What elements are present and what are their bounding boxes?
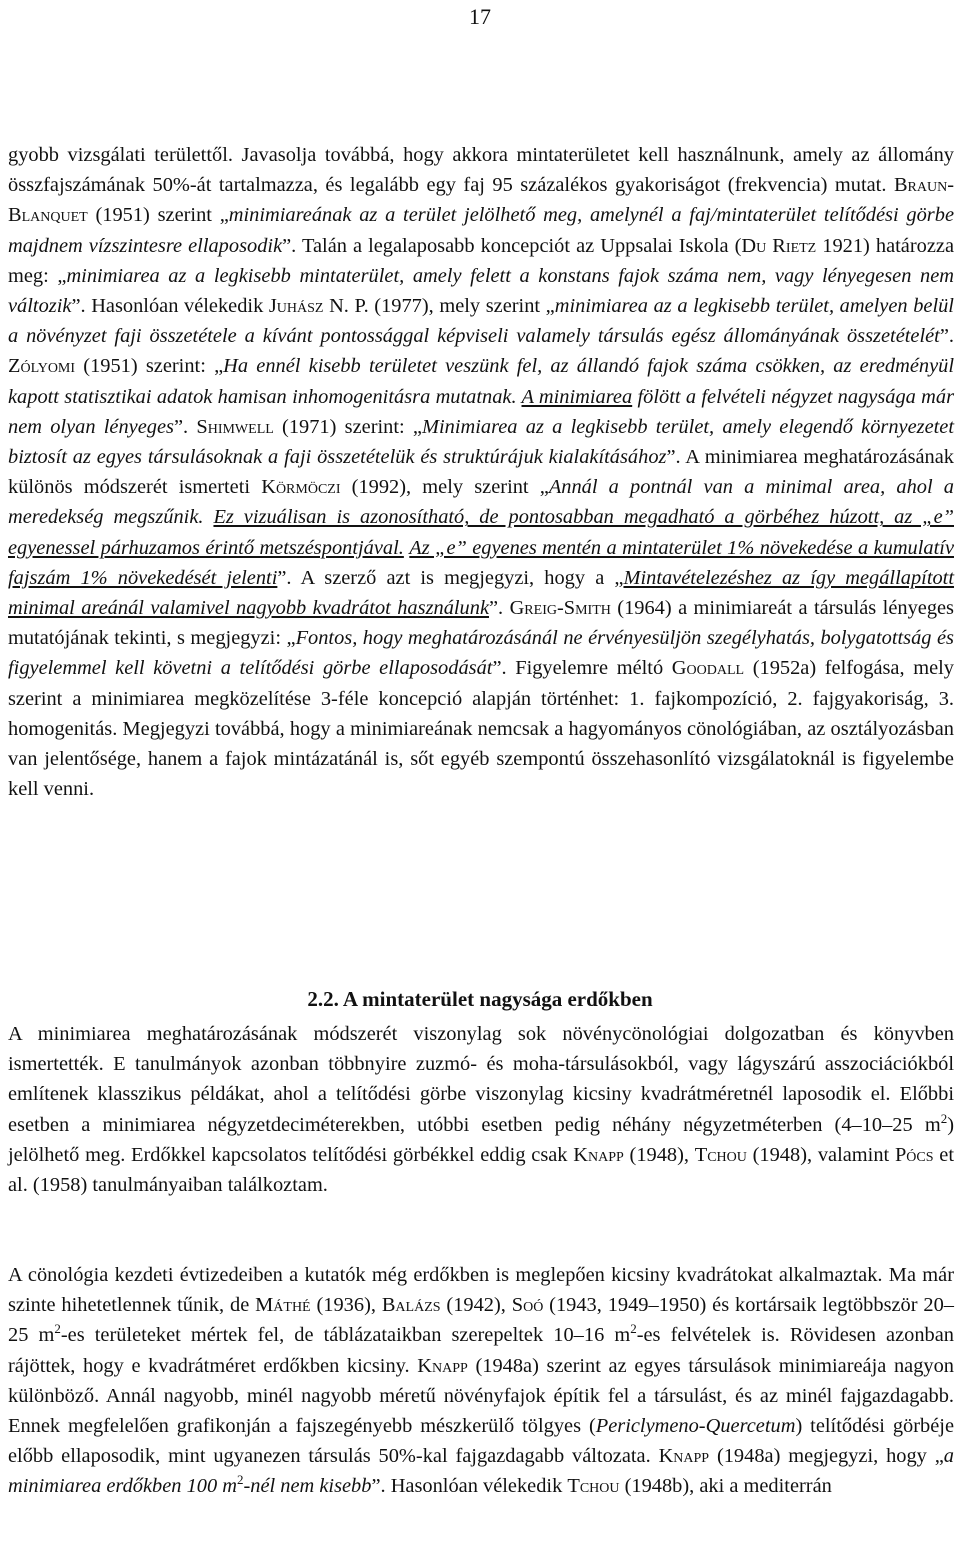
text-run: minimiarea az a legkisebb mintaterület, amely felett a konstans fajok száma nem, vagy lényegesen nem változik [8, 264, 955, 318]
author-name: Goodall [671, 657, 745, 680]
text-run: (1951) szerint „ [87, 204, 229, 227]
text-run: et al. (1958) tanulmányaiban találkoztam. [8, 1143, 954, 1197]
text-run: minimiarea az a legkisebb terület, amelyen belül a növényzet faji összetétele a kívánt pontossággal képviseli valamely társulás egész állományának összetételét [8, 295, 954, 348]
superscript: 2 [940, 1110, 948, 1126]
text-run: Az „e” egyenes mentén a mintaterület 1% növekedése a kumulatív fajszám 1% növekedését jelenti [8, 536, 954, 589]
author-name: Máthé [255, 1294, 311, 1317]
author-name: Balázs [381, 1294, 441, 1317]
text-run: Annál a pontnál van a minimal area, ahol a meredekség megszűnik. [8, 476, 954, 529]
text-run: ”. A szerző azt is megjegyzi, hogy a „ [277, 566, 624, 589]
text-run: -es területeket mértek fel, de táblázataikban szerepeltek 10–16 m [60, 1324, 631, 1347]
text-run: a minimiarea erdőkben 100 m [8, 1445, 954, 1498]
text-run: fölött a felvételi négyzet nagysága már nem olyan lényeges [8, 385, 955, 438]
author-name: Shimwell [196, 415, 274, 438]
text-run: (1948b), aki a mediterrán [619, 1475, 832, 1498]
text-run: -nél nem kisebb [243, 1475, 372, 1498]
text-run: (1977), mely szerint „ [368, 295, 555, 318]
text-run: Periclymeno-Quercetum [595, 1415, 796, 1438]
superscript: 2 [54, 1321, 61, 1337]
text-run: Mintavételezéshez az így megállapított minimal areánál valamivel nagyobb kvadrátot használunk [8, 566, 955, 620]
text-run: Ez vizuálisan is azonosítható, de pontosabban megadható a görbéhez húzott, az „e” egyenessel párhuzamos érintő metszéspontjával. [8, 506, 954, 559]
text-run: ”. A minimiarea meghatározásának különös módszerét ismerteti [8, 446, 954, 499]
text-run: 1921) határozza meg: „ [8, 234, 954, 287]
author-name: Soó [511, 1294, 544, 1317]
text-run: A cönológia kezdeti évtizedeiben a kutatók még erdőkben is meglepően kicsiny kvadrátokat alkalmaztak. Ma már szinte hihetetlennek tűnik, de [8, 1264, 954, 1317]
text-run: (1948a) szerint az egyes társulások minimiareája nagyon különböző. Annál nagyobb, minél nagyobb méretű növényfajok építik fel a társulást, és az minél fajgazdagabb. Ennek megfelelően grafikonján a fajszegényebb mészkerülő tölgyes ( [8, 1354, 954, 1438]
body-paragraph-2 [8, 1019, 954, 1200]
text-run: Fontos, hogy meghatározásánál ne érvényesüljön szegélyhatás, bolygatottság és figyelemmel kell követni a telítődési görbe ellaposodását [8, 627, 954, 680]
author-name: Knapp [658, 1445, 710, 1468]
text-run: ”. Talán a legalaposabb koncepciót az Uppsalai Iskola ( [282, 234, 742, 257]
author-name: Greig-Smith [509, 597, 611, 620]
text-run: (1948), valamint [746, 1143, 895, 1166]
text-run: ”. [489, 597, 510, 620]
text-run: (1964) a minimiareát a társulás lényeges mutatójának tekinti, s megjegyzi: „ [8, 597, 954, 650]
text-run: ”. Hasonlóan vélekedik [371, 1475, 568, 1498]
section-heading: 2.2. A mintaterület nagysága erdőkben [307, 987, 653, 1011]
text-run: A minimiarea [521, 385, 633, 408]
text-run: ) jelölhető meg. Erdőkkel kapcsolatos telítődési görbékkel eddig csak [8, 1113, 954, 1166]
page-number: 17 [469, 4, 491, 29]
text-run: ”. Hasonlóan vélekedik [71, 295, 269, 318]
text-run: (1943, 1949–1950) és kortársaik legtöbbször 20–25 m [8, 1294, 954, 1347]
text-run: (1952a) felfogása, mely szerint a minimiarea megközelítése 3-féle koncepció alapján történhet: 1. fajkompozíció, 2. fajgyakoriság, 3. homogenitás. Megjegyzi továbbá, hogy a minimiareának nemcsak a hagyományos cönológiában, az osztályozásban van jelentősége, hanem a fajok mintázatánál is, sőt egyéb szempontú összehasonlító vizsgálatoknál is figyelembe kell venni. [8, 657, 954, 801]
author-name: Zólyomi [8, 355, 76, 378]
text-run: minimiareának az a terület jelölhető meg, amelynél a faj/mintaterület telítődési görbe majdnem vízszintesre ellaposodik [8, 204, 954, 257]
text-run: (1948), [623, 1143, 695, 1166]
text-run: (1948a) megjegyzi, hogy „ [709, 1445, 944, 1468]
text-run: (1942), [440, 1294, 512, 1317]
text-run: -es felvételek is. Rövidesen azonban rájöttek, hogy e kvadrátméret erdőkben kicsiny. [8, 1324, 954, 1377]
superscript: 2 [236, 1472, 244, 1488]
text-run: A minimiarea meghatározásának módszerét viszonylag sok növénycönológiai dolgozatban és könyvben ismertették. E tanulmányok azonban többnyire zuzmó- és moha-társulásokból, vagy lágyszárú asszociációkból említenek klasszikus példákat, ahol a telítődési görbe viszonylag kicsiny kvadrátméretnél laposodik el. Előbbi esetben a minimiarea négyzetdeciméterekben, utóbbi esetben pedig néhány négyzetméterben (4–10–25 m [8, 1023, 954, 1136]
text-run: (1992), mely szerint „ [340, 476, 549, 499]
author-name: Braun-Blanquet [8, 174, 954, 227]
author-name: Juhász N. P. [268, 295, 369, 318]
text-run: ”. Figyelemre méltó [492, 657, 672, 680]
author-name: Knapp [417, 1354, 468, 1377]
text-run: ”. [173, 415, 197, 438]
body-paragraph-3 [8, 1260, 954, 1502]
text-run: (1971) szerint: „ [273, 415, 422, 438]
text-run: gyobb vizsgálati területtől. Javasolja továbbá, hogy akkora mintaterületet kell használnunk, amely az állomány összfajszámának 50%-át tartalmazza, és legalább egy faj 95 százalékos gyakoriságot (frekvencia) mutat. [8, 144, 954, 197]
body-paragraph-1 [8, 140, 954, 804]
author-name: Knapp [573, 1143, 624, 1166]
author-name: Tchou [694, 1143, 747, 1166]
text-run: Ha ennél kisebb területet veszünk fel, az állandó fajok száma csökken, az eredményül kapott statisztikai adatok hamisan inhomogenitásra mutatnak. [8, 355, 954, 408]
superscript: 2 [630, 1321, 637, 1337]
text-run: ) telítődési görbéje előbb ellaposodik, mint ugyanezen társulás 50%-kal fajgazdagabb változata. [8, 1415, 954, 1468]
text-run: (1951) szerint: „ [75, 355, 224, 378]
text-run: (1936), [310, 1294, 382, 1317]
author-name: Tchou [567, 1475, 620, 1498]
author-name: Du Rietz [741, 234, 817, 257]
text-run: ”. [939, 325, 954, 348]
author-name: Pócs [894, 1143, 934, 1166]
text-run: Minimiarea az a legkisebb terület, amely elegendő környezetet biztosít az egyes társulásoknak a faji összetételük és struktúrájuk kialakításához [8, 415, 954, 469]
author-name: Körmöczi [261, 476, 341, 499]
